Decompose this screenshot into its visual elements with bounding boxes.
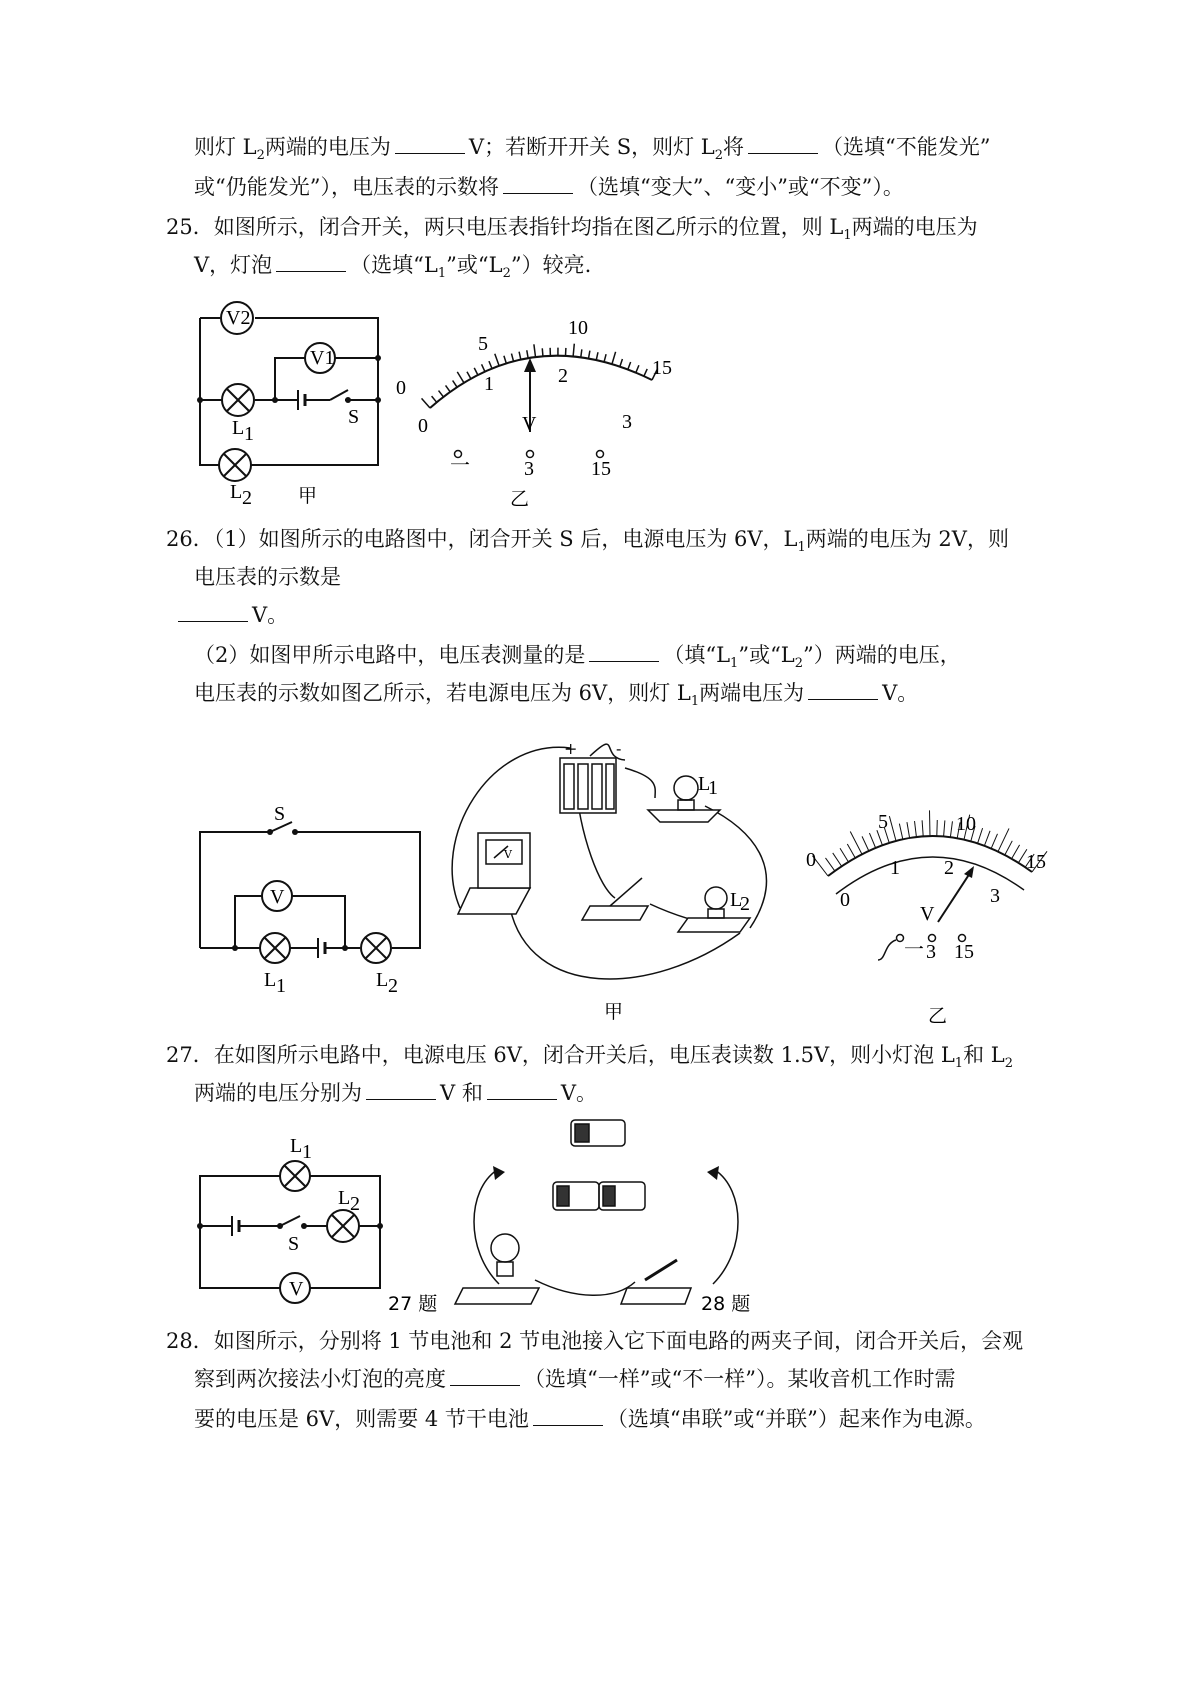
svg-text:1: 1 bbox=[302, 1141, 312, 1163]
svg-text:15: 15 bbox=[652, 357, 672, 379]
dial-tick bbox=[581, 349, 582, 357]
dial-tick bbox=[439, 391, 444, 397]
svg-text:1: 1 bbox=[708, 777, 718, 799]
dial-tick bbox=[453, 380, 457, 387]
l2-label: L bbox=[230, 481, 243, 503]
svg-text:10: 10 bbox=[568, 317, 588, 339]
q26-line-5: 电压表的示数如图乙所示，若电源电压为 6V，则灯 $L_1$两端电压为 V。 bbox=[194, 681, 919, 710]
dial-tick bbox=[588, 351, 589, 359]
q26-line-4: （2）如图甲所示电路中，电压表测量的是 （填“$L_1$”或“$L_2$”）两端的电压， bbox=[194, 643, 961, 672]
dial-tick bbox=[432, 396, 437, 402]
dial-tick bbox=[628, 362, 631, 369]
svg-text:2: 2 bbox=[388, 975, 398, 997]
dial-tick bbox=[998, 828, 1009, 851]
answer-blank[interactable] bbox=[533, 1405, 603, 1426]
dial-tick bbox=[915, 821, 917, 837]
caption-27: 27 题 bbox=[388, 1293, 438, 1315]
dial-tick bbox=[862, 836, 869, 850]
svg-text:5: 5 bbox=[878, 811, 888, 833]
switch-label: S bbox=[274, 803, 286, 825]
q26-line-3: V。 bbox=[178, 600, 288, 630]
dial-tick bbox=[596, 352, 598, 360]
q25-voltmeter-dial bbox=[390, 310, 690, 510]
svg-text:1: 1 bbox=[484, 373, 494, 395]
dial-tick bbox=[446, 385, 451, 392]
dial-tick bbox=[604, 354, 606, 362]
svg-text:2: 2 bbox=[740, 893, 750, 915]
dial-tick bbox=[504, 356, 506, 364]
dial-tick bbox=[984, 831, 990, 846]
svg-text:1: 1 bbox=[276, 975, 286, 997]
q27-line-1: 27．在如图所示电路中，电源电压 6V，闭合开关后，电压表读数 1.5V，则小灯泡 $L_1$和 $L_2$ bbox=[166, 1043, 1013, 1072]
q27-circuit-diagram bbox=[180, 1128, 440, 1318]
q27-line-2: 两端的电压分别为 V 和 V。 bbox=[194, 1081, 598, 1105]
answer-blank[interactable] bbox=[395, 133, 465, 154]
caption-28: 28 题 bbox=[701, 1293, 751, 1315]
dial-tick bbox=[1012, 845, 1020, 859]
q24-line-1: 则灯 $L_2$两端的电压为 V；若断开开关 S，则灯 $L_2$将 （选填“不能发光” bbox=[194, 135, 991, 164]
dial-tick bbox=[527, 350, 528, 358]
figure-caption-b: 乙 bbox=[928, 1005, 948, 1027]
dial-tick bbox=[644, 369, 647, 376]
svg-text:0: 0 bbox=[396, 377, 406, 399]
svg-text:0: 0 bbox=[418, 415, 428, 437]
dial-tick bbox=[991, 834, 997, 849]
svg-text:2: 2 bbox=[350, 1193, 360, 1215]
answer-blank[interactable] bbox=[178, 601, 248, 622]
q25-line-1: 25．如图所示，闭合开关，两只电压表指针均指在图乙所示的位置，则 $L_1$两端的电压为 bbox=[166, 215, 978, 244]
dial-tick bbox=[573, 344, 574, 357]
switch-label: S bbox=[348, 406, 360, 428]
svg-text:2: 2 bbox=[558, 365, 568, 387]
dial-tick bbox=[978, 828, 983, 843]
figure-caption-a: 甲 bbox=[298, 485, 318, 507]
dial-tick bbox=[467, 372, 471, 379]
answer-blank[interactable] bbox=[589, 641, 659, 662]
q28-line-2: 察到两次接法小灯泡的亮度 （选填“一样”或“不一样”）。某收音机工作时需 bbox=[194, 1367, 956, 1391]
q26-line-1: 26．（1）如图所示的电路图中，闭合开关 S 后，电源电压为 6V，$L_1$两端的电压为 2V，则 bbox=[166, 527, 1009, 556]
dial-tick bbox=[534, 344, 536, 357]
switch-label: S bbox=[288, 1233, 300, 1255]
l1-label: L bbox=[264, 969, 277, 991]
dial-tick bbox=[620, 359, 623, 367]
dial-tick bbox=[929, 810, 930, 836]
l2-label: L bbox=[376, 969, 389, 991]
answer-blank[interactable] bbox=[276, 251, 346, 272]
answer-blank[interactable] bbox=[450, 1365, 520, 1386]
answer-blank[interactable] bbox=[748, 133, 818, 154]
l1-label: L bbox=[232, 417, 245, 439]
terminal-minus: 一 bbox=[904, 939, 924, 961]
voltmeter-label: V bbox=[289, 1278, 304, 1300]
dial-tick bbox=[542, 348, 543, 356]
terminal-15: 15 bbox=[591, 458, 611, 480]
dial-tick bbox=[482, 364, 485, 371]
figure-caption-a: 甲 bbox=[604, 1001, 624, 1023]
answer-blank[interactable] bbox=[503, 173, 573, 194]
dial-tick bbox=[1005, 841, 1012, 855]
q28-line-1: 28．如图所示，分别将 1 节电池和 2 节电池接入它下面电路的两夹子间，闭合开关后，会观 bbox=[166, 1329, 1024, 1353]
bulb-l1-label: L bbox=[698, 773, 711, 795]
dial-tick bbox=[636, 365, 639, 372]
dial-tick bbox=[840, 848, 848, 862]
svg-text:1: 1 bbox=[890, 857, 900, 879]
svg-text:1: 1 bbox=[244, 423, 254, 445]
dial-tick bbox=[825, 858, 834, 871]
v2-label: V2 bbox=[226, 307, 251, 329]
l2-label: L bbox=[338, 1187, 351, 1209]
terminal-15: 15 bbox=[954, 941, 974, 963]
svg-text:0: 0 bbox=[806, 849, 816, 871]
dial-tick bbox=[889, 816, 896, 841]
terminal-3: 3 bbox=[926, 941, 936, 963]
q25-circuit-diagram bbox=[180, 300, 400, 510]
q26-voltmeter-dial bbox=[800, 810, 1060, 1030]
dial-tick bbox=[850, 831, 862, 854]
svg-text:10: 10 bbox=[956, 813, 976, 835]
dial-tick bbox=[519, 352, 521, 360]
bulb-l2-label: L bbox=[730, 889, 743, 911]
svg-text:0: 0 bbox=[840, 889, 850, 911]
q24-line-2: 或“仍能发光”），电压表的示数将 （选填“变大”、“变小”或“不变”）。 bbox=[194, 175, 904, 199]
minus-terminal-label: - bbox=[616, 739, 622, 758]
svg-text:3: 3 bbox=[990, 885, 1000, 907]
dial-tick bbox=[833, 853, 842, 866]
meter-v-label: V bbox=[504, 848, 512, 861]
dial-tick bbox=[847, 844, 855, 858]
dial-tick bbox=[922, 820, 923, 836]
q26-physical-circuit bbox=[450, 718, 790, 1028]
dial-tick bbox=[907, 822, 910, 838]
answer-blank[interactable] bbox=[808, 679, 878, 700]
answer-blank[interactable] bbox=[366, 1079, 436, 1100]
meter-unit: V bbox=[920, 903, 935, 925]
q28-apparatus-drawing bbox=[455, 1110, 775, 1320]
v1-label: V1 bbox=[310, 347, 335, 369]
dial-tick bbox=[474, 368, 478, 375]
answer-blank[interactable] bbox=[487, 1079, 557, 1100]
figure-caption-b: 乙 bbox=[510, 488, 530, 510]
dial-tick bbox=[944, 820, 945, 836]
q26-line-2: 电压表的示数是 bbox=[194, 565, 341, 589]
q28-line-3: 要的电压是 6V，则需要 4 节干电池 （选填“串联”或“并联”）起来作为电源。 bbox=[194, 1407, 986, 1431]
q25-line-2: V，灯泡 （选填“$L_1$”或“$L_2$”）较亮. bbox=[194, 253, 592, 282]
svg-text:2: 2 bbox=[944, 857, 954, 879]
dial-tick bbox=[422, 398, 430, 408]
svg-text:5: 5 bbox=[478, 333, 488, 355]
plus-terminal-label: + bbox=[564, 739, 578, 758]
dial-tick bbox=[495, 354, 499, 366]
voltmeter-label: V bbox=[270, 886, 285, 908]
dial-tick bbox=[869, 833, 875, 848]
dial-tick bbox=[489, 361, 492, 368]
terminal-3: 3 bbox=[524, 458, 534, 480]
dial-tick bbox=[899, 824, 902, 840]
dial-tick bbox=[612, 352, 616, 364]
svg-text:15: 15 bbox=[1026, 851, 1046, 873]
meter-unit: V bbox=[522, 413, 537, 435]
q26-circuit-diagram bbox=[180, 800, 440, 1000]
l1-label: L bbox=[290, 1135, 303, 1157]
dial-tick bbox=[950, 821, 952, 837]
svg-text:2: 2 bbox=[242, 487, 252, 509]
svg-text:3: 3 bbox=[622, 411, 632, 433]
dial-tick bbox=[511, 354, 513, 362]
terminal-minus: 一 bbox=[450, 455, 470, 477]
dial-tick bbox=[457, 372, 464, 383]
